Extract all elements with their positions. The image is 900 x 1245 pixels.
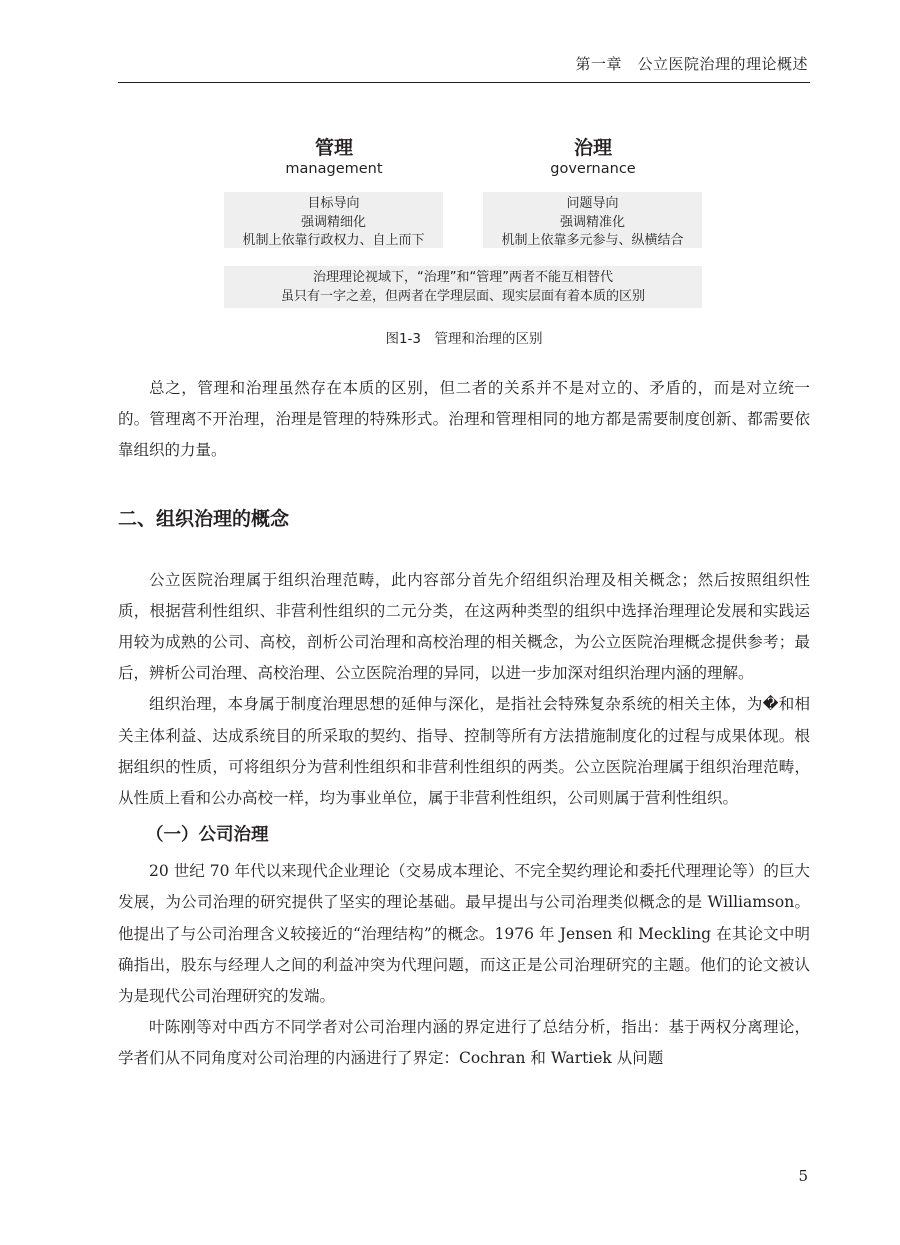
section-heading: 二、组织治理的概念 bbox=[118, 507, 290, 530]
figure-left-line: 强调精细化 bbox=[300, 214, 366, 230]
paragraph: 总之，管理和治理虽然存在本质的区别，但二者的关系并不是对立的、矛盾的，而是对立统一的。管理离不开治理，治理是管理的特殊形式。治理和管理相同的地方都是需要制度创新、都需要依靠组织的力量。 bbox=[118, 379, 810, 460]
figure-bottom-box bbox=[224, 266, 702, 308]
figure-right-title: 治理 bbox=[573, 137, 612, 159]
page-number: 5 bbox=[798, 1167, 808, 1185]
figure-left-line: 目标导向 bbox=[307, 196, 360, 211]
figure-right-line: 强调精准化 bbox=[559, 214, 625, 230]
paragraph: 叶陈刚等对中西方不同学者对公司治理内涵的界定进行了总结分析，指出：基于两权分离理论，学者们从不同角度对公司治理的内涵进行了界定：Cochran 和 Wartiek 从问题 bbox=[118, 1018, 810, 1068]
figure-caption: 图1-3 管理和治理的区别 bbox=[385, 331, 543, 347]
paragraph: 20 世纪 70 年代以来现代企业理论（交易成本理论、不完全契约理论和委托代理理论等）的巨大发展，为公司治理的研究提供了坚实的理论基础。最早提出与公司治理类似概念的是 Williamson。他提出了与公司治理含义较接近的“治理结构”的概念。1976 年 Jensen 和 Meckling 在其论文中明确指出，股东与经理人之间的利益冲突为代理问题，而这正是公司治理研究的主题。他们的论文被认为是现代公司治理研究的发端。 bbox=[118, 862, 810, 1006]
subsection-heading: （一）公司治理 bbox=[146, 825, 269, 846]
figure-right-line: 机制上依靠多元参与、纵横结合 bbox=[501, 233, 684, 248]
figure-right-box bbox=[483, 192, 702, 248]
running-header: 第一章 公立医院治理的理论概述 bbox=[575, 55, 808, 73]
figure-right-line: 问题导向 bbox=[566, 196, 619, 211]
paragraph: 公立医院治理属于组织治理范畴，此内容部分首先介绍组织治理及相关概念；然后按照组织性质，根据营利性组织、非营利性组织的二元分类，在这两种类型的组织中选择治理理论发展和实践运用较为成熟的公司、高校，剖析公司治理和高校治理的相关概念，为公立医院治理概念提供参考；最后，辨析公司治理、高校治理、公立医院治理的异同，以进一步加深对组织治理内涵的理解。 bbox=[118, 570, 810, 683]
figure-left-subtitle: management bbox=[285, 161, 383, 177]
header-rule bbox=[118, 82, 810, 83]
figure-left-title: 管理 bbox=[314, 137, 353, 159]
paragraph: 组织治理，本身属于制度治理思想的延伸与深化，是指社会特殊复杂系统的相关主体，为�和相关主体利益、达成系统目的所采取的契约、指导、控制等所有方法措施制度化的过程与成果体现。根据组织的性质，可将组织分为营利性组织和非营利性组织的两类。公立医院治理属于组织治理范畴，从性质上看和公办高校一样，均为事业单位，属于非营利性组织，公司则属于营利性组织。 bbox=[118, 695, 810, 808]
body-content bbox=[118, 373, 810, 1075]
figure-bottom-line: 虽只有一字之差，但两者在学理层面、现实层面有着本质的区别 bbox=[280, 288, 645, 304]
figure-right-subtitle: governance bbox=[550, 161, 636, 177]
figure-bottom-line: 治理理论视域下，“治理”和“管理”两者不能互相替代 bbox=[313, 270, 613, 285]
figure-left-line: 机制上依靠行政权力、自上而下 bbox=[242, 233, 425, 248]
figure-left-box bbox=[224, 192, 443, 248]
